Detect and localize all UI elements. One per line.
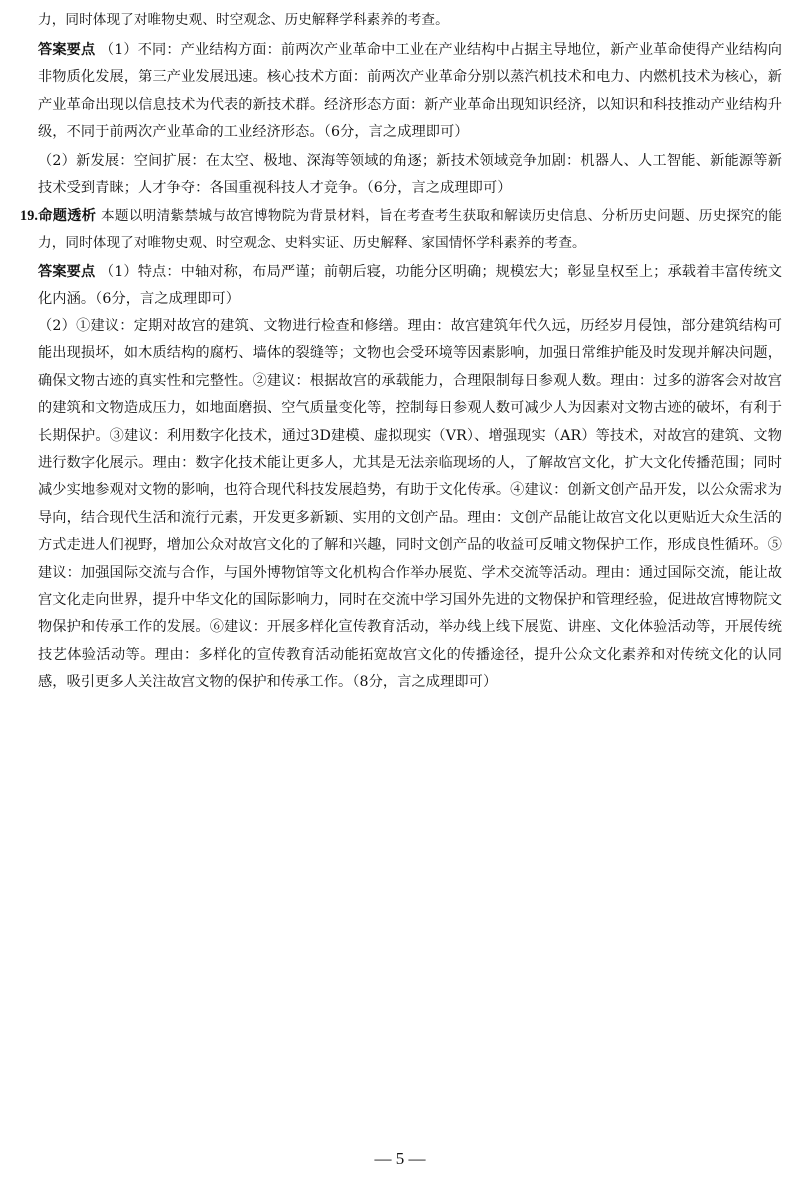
q19-answer-label: 答案要点 — [38, 264, 96, 280]
q19-analysis — [20, 203, 782, 258]
q18-answer-part1 — [38, 37, 782, 147]
q18-answer-part1-text: （1）不同：产业结构方面：前两次产业革命中工业在产业结构中占据主导地位，新产业革命使得产业结构向非物质化发展，第三产业发展迅速。核心技术方面：前两次产业革命分别以蒸汽机技术和电力、内燃机技术为核心，新产业革命出现以信息技术为代表的新技术群。经济形态方面：新产业革命出现知识经济，以知识和科技推动产业结构升级，不同于前两次产业革命的工业经济形态。（6分，言之成理即可） — [38, 42, 782, 141]
q19-answer-part1-text: （1）特点：中轴对称，布局严谨；前朝后寝，功能分区明确；规模宏大；彰显皇权至上；承载着丰富传统文化内涵。（6分，言之成理即可） — [38, 264, 782, 308]
q19-answer-part2-text: （2）①建议：定期对故宫的建筑、文物进行检查和修缮。理由：故宫建筑年代久远，历经岁月侵蚀，部分建筑结构可能出现损坏，如木质结构的腐朽、墙体的裂缝等；文物也会受环境等因素影响，加强日常维护能及时发现并解决问题，确保文物古迹的真实性和完整性。②建议：根据故宫的承载能力，合理限制每日参观人数。理由：过多的游客会对故宫的建筑和文物造成压力，如地面磨损、空气质量变化等，控制每日参观人数可减少人为因素对文物古迹的破坏，有利于长期保护。③建议：利用数字化技术，通过3D建模、虚拟现实（VR）、增强现实（AR）等技术，对故宫的建筑、文物进行数字化展示。理由：数字化技术能让更多人，尤其是无法亲临现场的人，了解故宫文化，扩大文化传播范围；同时减少实地参观对文物的影响，也符合现代科技发展趋势，有助于文化传承。④建议：创新文创产品开发，以公众需求为导向，结合现代生活和流行元素，开发更多新颖、实用的文创产品。理由：文创产品能让故宫文化以更贴近大众生活的方式走进人们视野，增加公众对故宫文化的了解和兴趣，同时文创产品的收益可反哺文物保护工作，形成良性循环。⑤建议：加强国际交流与合作，与国外博物馆等文化机构合作举办展览、学术交流等活动。理由：通过国际交流，能让故宫文化走向世界，提升中华文化的国际影响力，同时在交流中学习国外先进的文物保护和管理经验，促进故宫博物院文物保护和传承工作的发展。⑥建议：开展多样化宣传教育活动，举办线上线下展览、讲座、文化体验活动等，开展传统技艺体验活动等。理由：多样化的宣传教育活动能拓宽故宫文化的传播途径，提升公众文化素养和对传统文化的认同感，吸引更多人关注故宫文物的保护和传承工作。（8分，言之成理即可） — [38, 318, 782, 691]
q19-number: 19. — [20, 208, 39, 224]
q18-answer-part2-text: （2）新发展：空间扩展：在太空、极地、深海等领域的角逐；新技术领域竞争加剧：机器人、人工智能、新能源等新技术受到青睐；人才争夺：各国重视科技人才竞争。（6分，言之成理即可） — [38, 153, 782, 197]
q19-answer-part1 — [38, 259, 782, 314]
q18-answer-part2 — [38, 148, 782, 203]
q19-answer-part2 — [38, 313, 782, 697]
page-number: — 5 — — [374, 1149, 426, 1168]
q19-analysis-text: 本题以明清紫禁城与故宫博物院为背景材料，旨在考查考生获取和解读历史信息、分析历史问题、历史探究的能力，同时体现了对唯物史观、时空观念、史料实证、历史解释、家国情怀学科素养的考查。 — [38, 208, 782, 252]
q18-answer-label: 答案要点 — [38, 42, 96, 58]
q18-intro-continued — [38, 7, 782, 34]
q18-continued-text: 力，同时体现了对唯物史观、时空观念、历史解释学科素养的考查。 — [38, 12, 449, 28]
q19-analysis-label: 命题透析 — [38, 208, 97, 224]
